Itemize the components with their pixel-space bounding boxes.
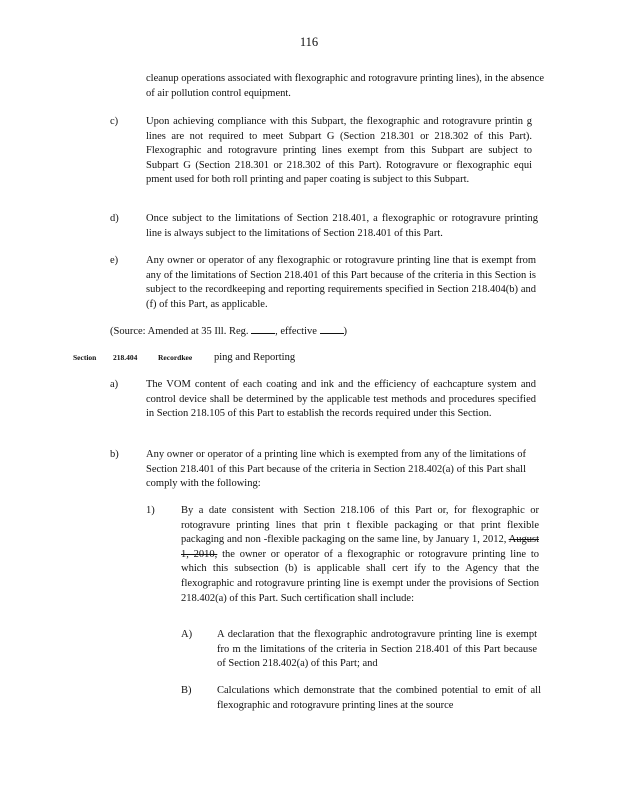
item-1-text-before: By a date consistent with Section 218.106 of this Part or, for flexographic or rotogravure printing lines that prin t flexible packaging or that print flexible packaging and non -flexible packaging on the same line, by January 1, 2012, bbox=[181, 505, 539, 546]
continued-paragraph: cleanup operations associated with flexographic and rotogravure printing lines), in the absence of air pollution control equipment. bbox=[146, 73, 544, 99]
item-1-text-after: the owner or operator of a flexographic or rotogravure printing line to which this subsection (b) is applicable shall cert ify to the Agency that the flexographic and rotogravure printing line is exempt under the provisions of Section 218.402(a) of this Part. Such certification shall include: bbox=[181, 548, 539, 604]
item-d-label: d) bbox=[110, 213, 119, 224]
effective-blank bbox=[320, 324, 344, 334]
item-1-text bbox=[181, 504, 539, 606]
item-b2-text: Any owner or operator of a printing line which is exempted from any of the limitations of Section 218.401 of this Part because of the criteria in Section 218.402(a) of this Part shall comply with the following: bbox=[146, 449, 526, 490]
source-note-prefix: (Source: Amended at 35 Ill. Reg. bbox=[110, 326, 249, 337]
item-a2-text: The VOM content of each coating and ink and the efficiency of eachcapture system and control device shall be determined by the applicable test methods and procedures specified in Section 218.105 of this Part to establish the records required under this Section. bbox=[146, 379, 536, 420]
item-e-label: e) bbox=[110, 255, 119, 266]
item-A-label: A) bbox=[181, 629, 193, 640]
item-B-label: B) bbox=[181, 685, 192, 696]
page-number: 116 bbox=[299, 35, 319, 49]
item-a2-label: a) bbox=[110, 379, 119, 390]
item-A-text: A declaration that the flexographic androtogravure printing line is exempt fro m the limitations of the criteria in Section 218.401 of this Part because of Section 218.402(a) of this Part; and bbox=[217, 629, 537, 670]
reg-blank bbox=[251, 324, 275, 334]
item-1-strikethrough: August 1, 2010, bbox=[181, 534, 539, 560]
item-B-text: Calculations which demonstrate that the combined potential to emit of all flexographic and rotogravure printing lines at the source bbox=[217, 685, 541, 711]
item-1-label: 1) bbox=[146, 505, 155, 516]
item-c-label: c) bbox=[110, 116, 119, 127]
section-title-part1: Recordkee bbox=[158, 353, 193, 362]
source-note-middle: , effective bbox=[275, 326, 317, 337]
section-word: Section bbox=[73, 353, 97, 362]
item-d-text: Once subject to the limitations of Section 218.401, a flexographic or rotogravure printing line is always subject to the limitations of Section 218.401 of this Part. bbox=[146, 213, 538, 239]
section-number: 218.404 bbox=[113, 353, 138, 362]
item-e-text: Any owner or operator of any flexographic or rotogravure printing line that is exempt from any of the limitations of Section 218.401 of this Part because of the criteria in this Section is subject to the recordkeeping and reporting requirements specified in Section 218.404(b) and (f) of this Part, as applicable. bbox=[146, 255, 536, 310]
item-c-text: Upon achieving compliance with this Subpart, the flexographic and rotogravure printin g lines are not required to meet Subpart G (Section 218.301 or 218.302 of this Part). Flexographic and rotogravure printing lines exempt from this Subpart are subject to Subpart G (Section 218.301 or 218.302 of this Part). Rotogravure or flexographic equi pment used for both roll printing and paper coating is subject to this Subpart. bbox=[146, 116, 532, 186]
source-note bbox=[110, 324, 550, 340]
section-title-part2: ping and Reporting bbox=[214, 352, 296, 363]
item-b2-label: b) bbox=[110, 449, 119, 460]
source-note-suffix: ) bbox=[343, 326, 348, 337]
